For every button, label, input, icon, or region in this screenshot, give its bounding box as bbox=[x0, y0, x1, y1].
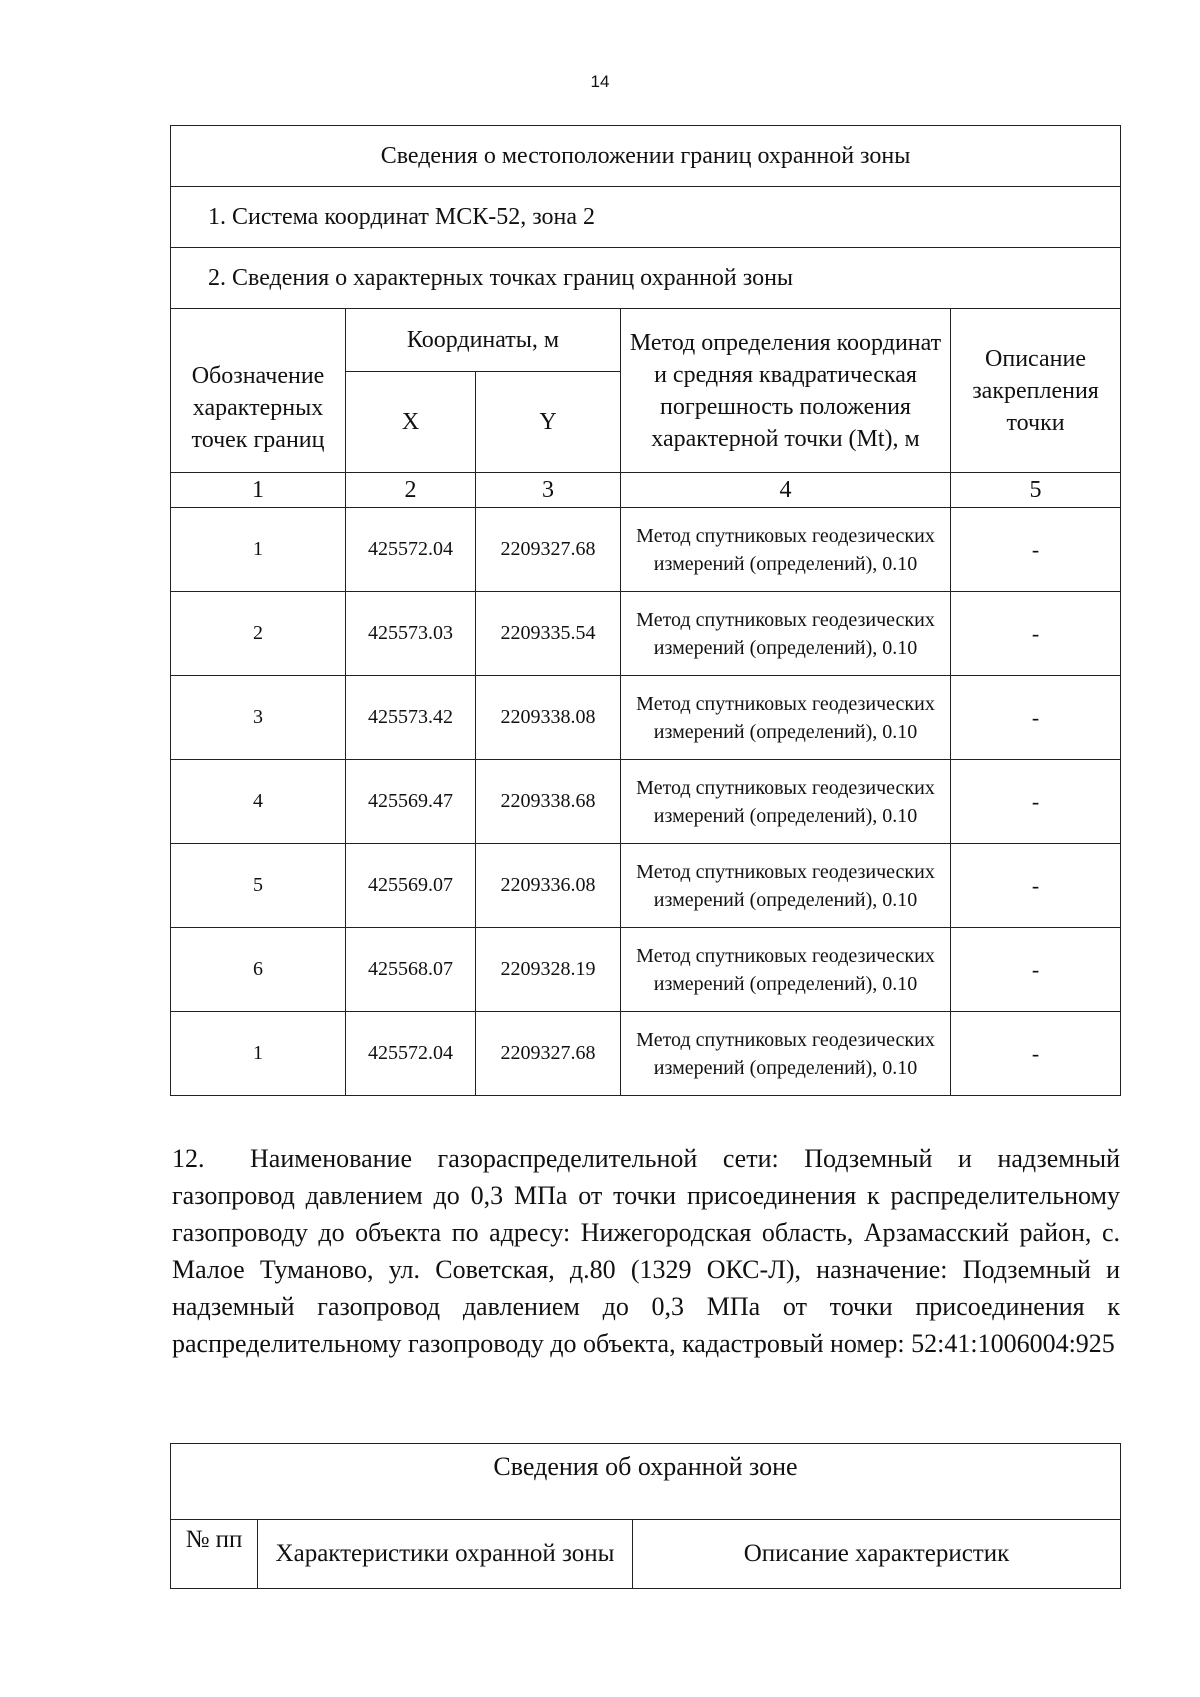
col-header-designation: Обозначение характерных точек границ bbox=[171, 309, 346, 473]
coord-x: 425572.04 bbox=[346, 508, 476, 592]
col-number: 4 bbox=[621, 473, 951, 508]
col-header-coordinates: Координаты, м bbox=[346, 309, 621, 372]
point-description: - bbox=[951, 508, 1121, 592]
coordinate-system: 1. Система координат МСК-52, зона 2 bbox=[171, 187, 1121, 248]
table-row bbox=[171, 592, 1121, 676]
col-number: 1 bbox=[171, 473, 346, 508]
point-id: 4 bbox=[171, 760, 346, 844]
point-id: 6 bbox=[171, 928, 346, 1012]
point-description: - bbox=[951, 1012, 1121, 1096]
protection-zone-table bbox=[170, 1443, 1121, 1589]
point-description: - bbox=[951, 928, 1121, 1012]
table-row bbox=[171, 760, 1121, 844]
method: Метод спутниковых геодезических измерений (определений), 0.10 bbox=[621, 760, 951, 844]
coord-y: 2209335.54 bbox=[476, 592, 621, 676]
col-number: 5 bbox=[951, 473, 1121, 508]
method: Метод спутниковых геодезических измерений (определений), 0.10 bbox=[621, 928, 951, 1012]
coord-y: 2209327.68 bbox=[476, 1012, 621, 1096]
coord-x: 425569.47 bbox=[346, 760, 476, 844]
point-description: - bbox=[951, 844, 1121, 928]
point-id: 1 bbox=[171, 508, 346, 592]
table-row bbox=[171, 676, 1121, 760]
table-row bbox=[171, 1012, 1121, 1096]
coord-x: 425569.07 bbox=[346, 844, 476, 928]
coord-x: 425572.04 bbox=[346, 1012, 476, 1096]
section-text: Наименование газораспределительной сети: Подземный и надземный газопровод давлением до 0,3 МПа от точки присоединения к распределительному газопроводу до объекта по адресу: Нижегородская область, Арзамасский район, с. Малое Туманово, ул. Советская, д.80 (1329 ОКС-Л), назначение: Подземный и надземный газопровод давлением до 0,3 МПа от точки присоединения к распределительному газопроводу до объекта, кадастровый номер: 52:41:1006004:925 bbox=[172, 1144, 1120, 1358]
col-header-x: X bbox=[346, 372, 476, 473]
point-id: 2 bbox=[171, 592, 346, 676]
col-number: 2 bbox=[346, 473, 476, 508]
col-header-characteristics: Характеристики охранной зоны bbox=[258, 1520, 633, 1589]
col-header-characteristics-description: Описание характеристик bbox=[633, 1520, 1121, 1589]
method: Метод спутниковых геодезических измерений (определений), 0.10 bbox=[621, 676, 951, 760]
method: Метод спутниковых геодезических измерений (определений), 0.10 bbox=[621, 592, 951, 676]
coord-y: 2209338.08 bbox=[476, 676, 621, 760]
point-description: - bbox=[951, 676, 1121, 760]
table-row bbox=[171, 508, 1121, 592]
coordinates-table bbox=[170, 125, 1121, 1096]
coordinates-table-title: Сведения о местоположении границ охранной зоны bbox=[171, 126, 1121, 187]
col-number: 3 bbox=[476, 473, 621, 508]
coord-x: 425568.07 bbox=[346, 928, 476, 1012]
points-header: 2. Сведения о характерных точках границ охранной зоны bbox=[171, 248, 1121, 309]
point-id: 1 bbox=[171, 1012, 346, 1096]
method: Метод спутниковых геодезических измерений (определений), 0.10 bbox=[621, 508, 951, 592]
table-row bbox=[171, 844, 1121, 928]
section-number: 12. bbox=[172, 1144, 205, 1173]
point-id: 5 bbox=[171, 844, 346, 928]
section-12-paragraph bbox=[172, 1140, 1120, 1362]
method: Метод спутниковых геодезических измерений (определений), 0.10 bbox=[621, 1012, 951, 1096]
col-header-method: Метод определения координат и средняя квадратическая погрешность положения характерной точки (Mt), м bbox=[621, 309, 951, 473]
coord-y: 2209328.19 bbox=[476, 928, 621, 1012]
coord-y: 2209327.68 bbox=[476, 508, 621, 592]
method: Метод спутниковых геодезических измерений (определений), 0.10 bbox=[621, 844, 951, 928]
point-description: - bbox=[951, 592, 1121, 676]
coord-y: 2209338.68 bbox=[476, 760, 621, 844]
point-id: 3 bbox=[171, 676, 346, 760]
coord-y: 2209336.08 bbox=[476, 844, 621, 928]
coord-x: 425573.42 bbox=[346, 676, 476, 760]
point-description: - bbox=[951, 760, 1121, 844]
col-header-description: Описание закрепления точки bbox=[951, 309, 1121, 473]
coord-x: 425573.03 bbox=[346, 592, 476, 676]
zone-table-title: Сведения об охранной зоне bbox=[171, 1444, 1121, 1520]
page-number: 14 bbox=[590, 72, 610, 91]
table-row bbox=[171, 928, 1121, 1012]
col-header-y: Y bbox=[476, 372, 621, 473]
col-header-number: № пп bbox=[171, 1520, 258, 1589]
